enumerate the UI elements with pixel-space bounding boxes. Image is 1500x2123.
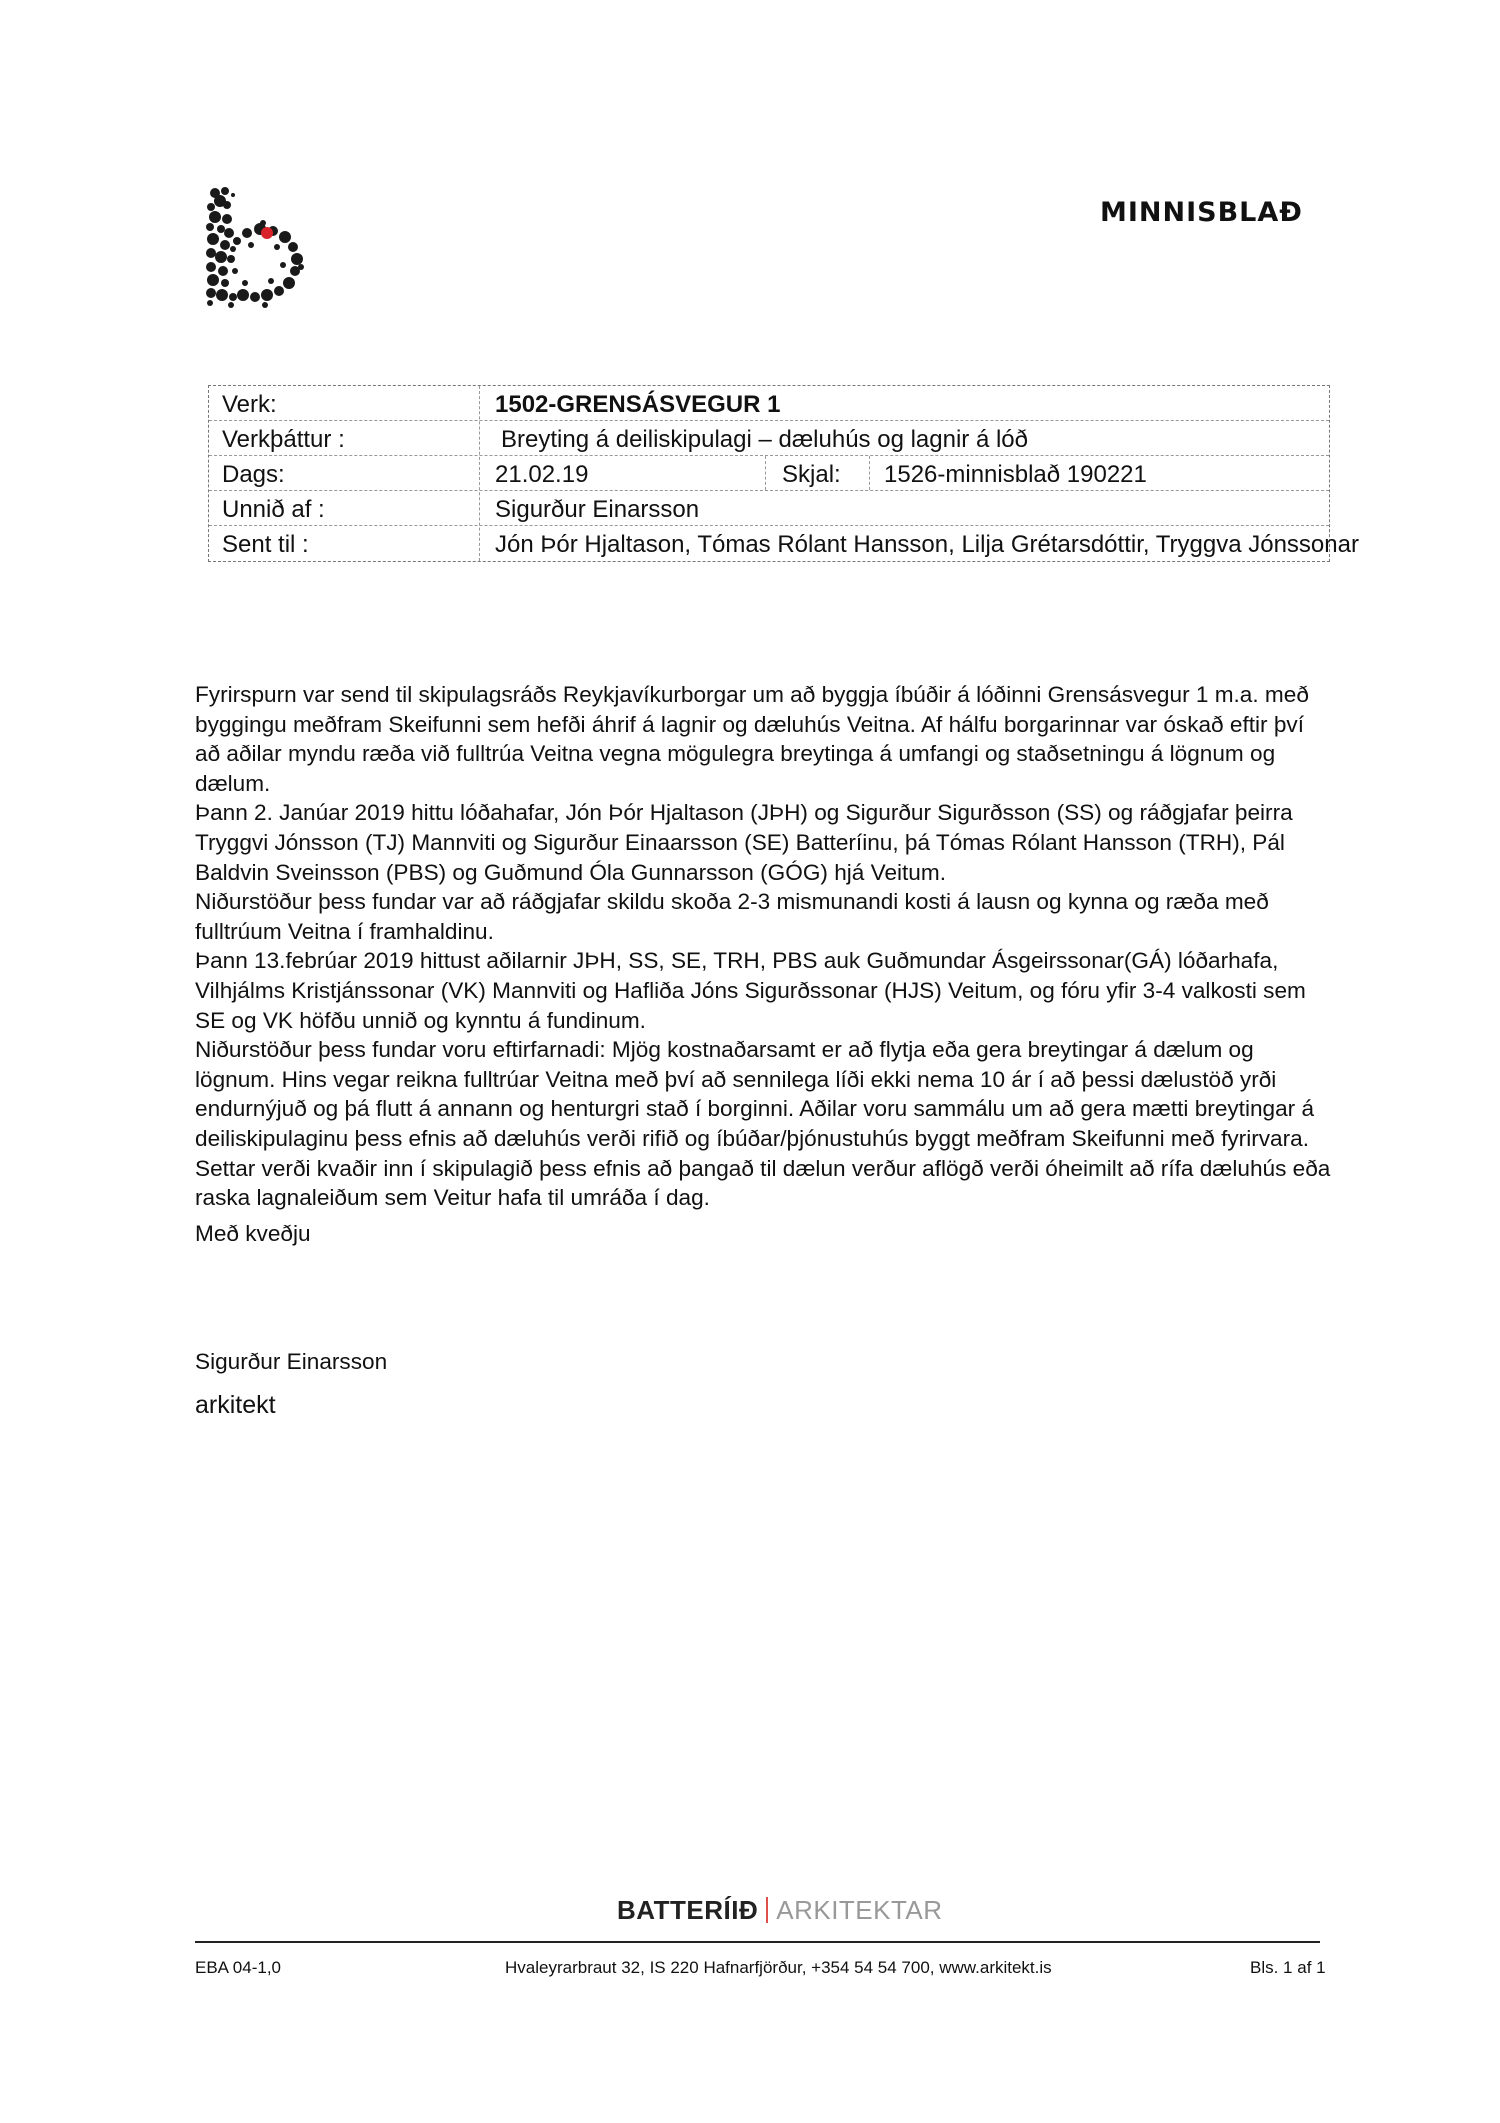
brand-sub: ARKITEKTAR: [776, 1895, 943, 1925]
brand-name: BATTERÍIÐ: [617, 1895, 759, 1925]
body-paragraph: Þann 2. Janúar 2019 hittu lóðahafar, Jón Þór Hjaltason (JÞH) og Sigurður Sigurðsson (SS) og ráðgjafar þeirra Tryggvi Jónsson (TJ) Mannviti og Sigurður Einaarsson (SE) Batteríinu, þá Tómas Rólant Hansson (TRH), Pál Baldvin Sveinsson (PBS) og Guðmund Óla Gunnarsson (GÓG) hjá Veitum.: [195, 800, 1293, 885]
table-row-sent: [209, 526, 1359, 561]
sent-value: Jón Þór Hjaltason, Tómas Rólant Hansson, Lilja Grétarsdóttir, Tryggva Jónssonar: [495, 531, 1359, 558]
batteriid-logo: [205, 185, 305, 310]
signature-title: arkitekt: [195, 1391, 276, 1419]
footer-doc-code: EBA 04-1,0: [195, 1958, 282, 1977]
document-title: MINNISBLAÐ: [1100, 197, 1303, 228]
memo-body: [195, 680, 1335, 1213]
table-row-verk: [209, 386, 1329, 421]
verk-value: 1502-GRENSÁSVEGUR 1: [495, 391, 781, 418]
footer-address: Hvaleyrarbraut 32, IS 220 Hafnarfjörður, +354 54 54 700, www.arkitekt.is: [505, 1958, 1052, 1977]
body-paragraph: Fyrirspurn var send til skipulagsráðs Reykjavíkurborgar um að byggja íbúðir á lóðinni Grensásvegur 1 m.a. með byggingu meðfram Skeifunni sem hefði áhrif á lagnir og dæluhús Veitna. Af hálfu borgarinnar var óskað eftir því að aðilar myndu ræða við fulltrúa Veitna vegna mögulegra breytinga á umfangi og staðsetningu á lögnum og dælum.: [195, 682, 1309, 796]
footer-divider: [195, 1941, 1320, 1943]
unnid-value: Sigurður Einarsson: [495, 496, 700, 523]
footer-page-number: Bls. 1 af 1: [1250, 1958, 1326, 1977]
verk-label: Verk:: [222, 391, 277, 418]
body-paragraph: Niðurstöður þess fundar var að ráðgjafar skildu skoða 2-3 mismunandi kosti á lausn og kynna og ræða með fulltrúum Veitna í framhaldinu.: [195, 889, 1269, 944]
unnid-label: Unnið af :: [222, 496, 325, 523]
project-info-table: [208, 385, 1359, 562]
table-divider: [869, 456, 870, 490]
signature-name: Sigurður Einarsson: [195, 1349, 388, 1374]
closing-greeting: Með kveðju: [195, 1221, 311, 1246]
body-paragraph: Niðurstöður þess fundar voru eftirfarnadi: Mjög kostnaðarsamt er að flytja eða gera breytingar á dælum og lögnum. Hins vegar reikna fulltrúar Veitna með því að sennilega líði ekki nema 10 ár í að þessi dælustöð yrði endurnýjuð og þá flutt á annann og henturgri stað í borginni. Aðilar voru sammálu um að gera mætti breytingar á deiliskipulaginu þess efnis að dæluhús verði rifið og íbúðar/þjónustuhús byggt meðfram Skeifunni með fyrirvara. Settar verði kvaðir inn í skipulagið þess efnis að þangað til dælun verður aflögð verði óheimilt að rífa dæluhús eða raska lagnaleiðum sem Veitur hafa til umráða í dag.: [195, 1037, 1331, 1211]
sent-label: Sent til :: [222, 531, 309, 558]
table-row-unnid: [209, 491, 1329, 526]
skjal-value: 1526-minnisblað 190221: [884, 461, 1147, 488]
table-divider: [765, 456, 766, 490]
skjal-label: Skjal:: [782, 461, 841, 488]
table-row-verkthattur: [209, 421, 1329, 456]
verkthattur-value: Breyting á deiliskipulagi – dæluhús og lagnir á lóð: [501, 426, 1028, 453]
body-paragraph: Þann 13.febrúar 2019 hittust aðilarnir JÞH, SS, SE, TRH, PBS auk Guðmundar Ásgeirssonar(GÁ) lóðarhafa, Vilhjálms Kristjánssonar (VK) Mannviti og Hafliða Jóns Sigurðssonar (HJS) Veitum, og fóru yfir 3-4 valkosti sem SE og VK höfðu unnið og kynntu á fundinum.: [195, 948, 1306, 1033]
brand-separator: [766, 1897, 768, 1923]
verkthattur-label: Verkþáttur :: [222, 426, 345, 453]
footer-brand: [617, 1895, 943, 1926]
table-row-dags: [209, 456, 1329, 491]
dags-value: 21.02.19: [495, 461, 589, 488]
dags-label: Dags:: [222, 461, 285, 488]
